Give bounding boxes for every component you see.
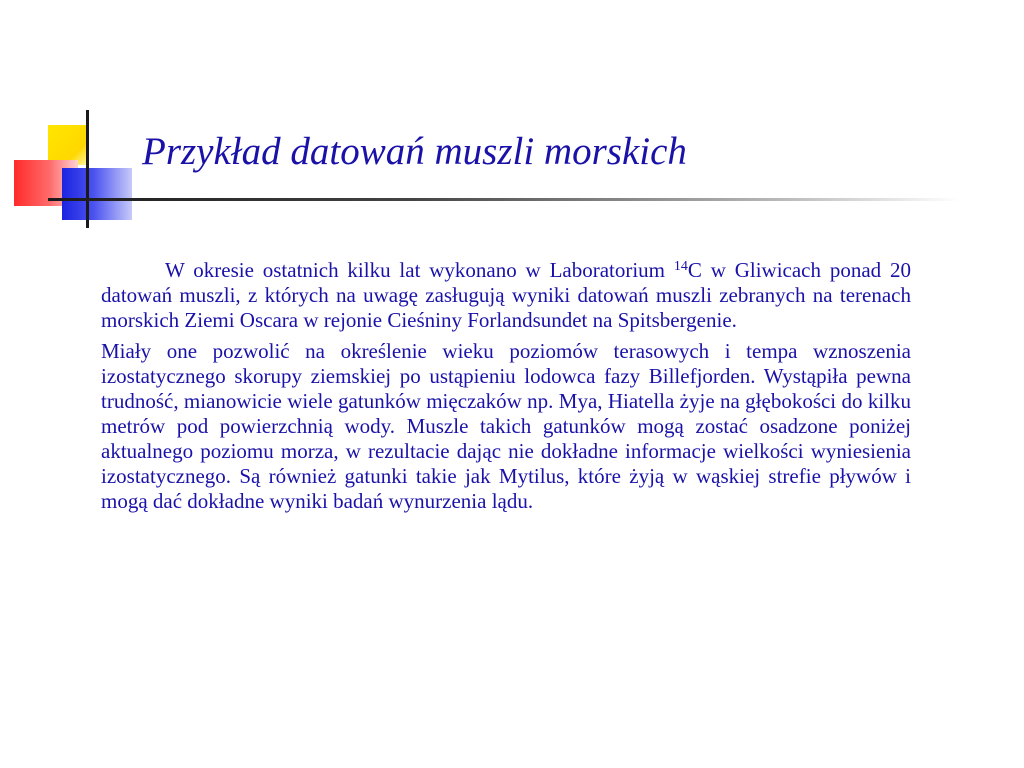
title-underline xyxy=(48,198,960,201)
paragraph-1-rest: C w Gliwicach ponad 20 datowań muszli, z których na uwagę zasługują wyniki datowań muszli zebranych na terenach morskich Ziemi Oscara w rejonie Cieśniny Forlandsundet na Spitsbergenie. xyxy=(101,258,911,332)
paragraph-1-start: W okresie ostatnich kilku lat wykonano w Laboratorium xyxy=(165,258,674,282)
isotope-superscript: 14 xyxy=(673,259,688,274)
slide-body xyxy=(101,258,911,520)
decorative-logo xyxy=(0,0,170,240)
paragraph-1 xyxy=(101,258,911,333)
paragraph-2: Miały one pozwolić na określenie wieku poziomów terasowych i tempa wznoszenia izostatycznego skorupy ziemskiej po ustąpieniu lodowca fazy Billefjorden. Wystąpiła pewna trudność, mianowicie wiele gatunków mięczaków np. Mya, Hiatella żyje na głębokości do kilku metrów pod powierzchnią wody. Muszle takich gatunków mogą zostać osadzone poniżej aktualnego poziomu morza, w rezultacie dając nie dokładne informacje wielkości wyniesienia izostatycznego. Są również gatunki takie jak Mytilus, które żyją w wąskiej strefie pływów i mogą dać dokładne wyniki badań wynurzenia lądu. xyxy=(101,339,911,513)
blue-square xyxy=(62,168,132,220)
vertical-line xyxy=(86,110,89,228)
slide-title: Przykład datowań muszli morskich xyxy=(142,130,687,173)
yellow-square xyxy=(48,125,88,165)
